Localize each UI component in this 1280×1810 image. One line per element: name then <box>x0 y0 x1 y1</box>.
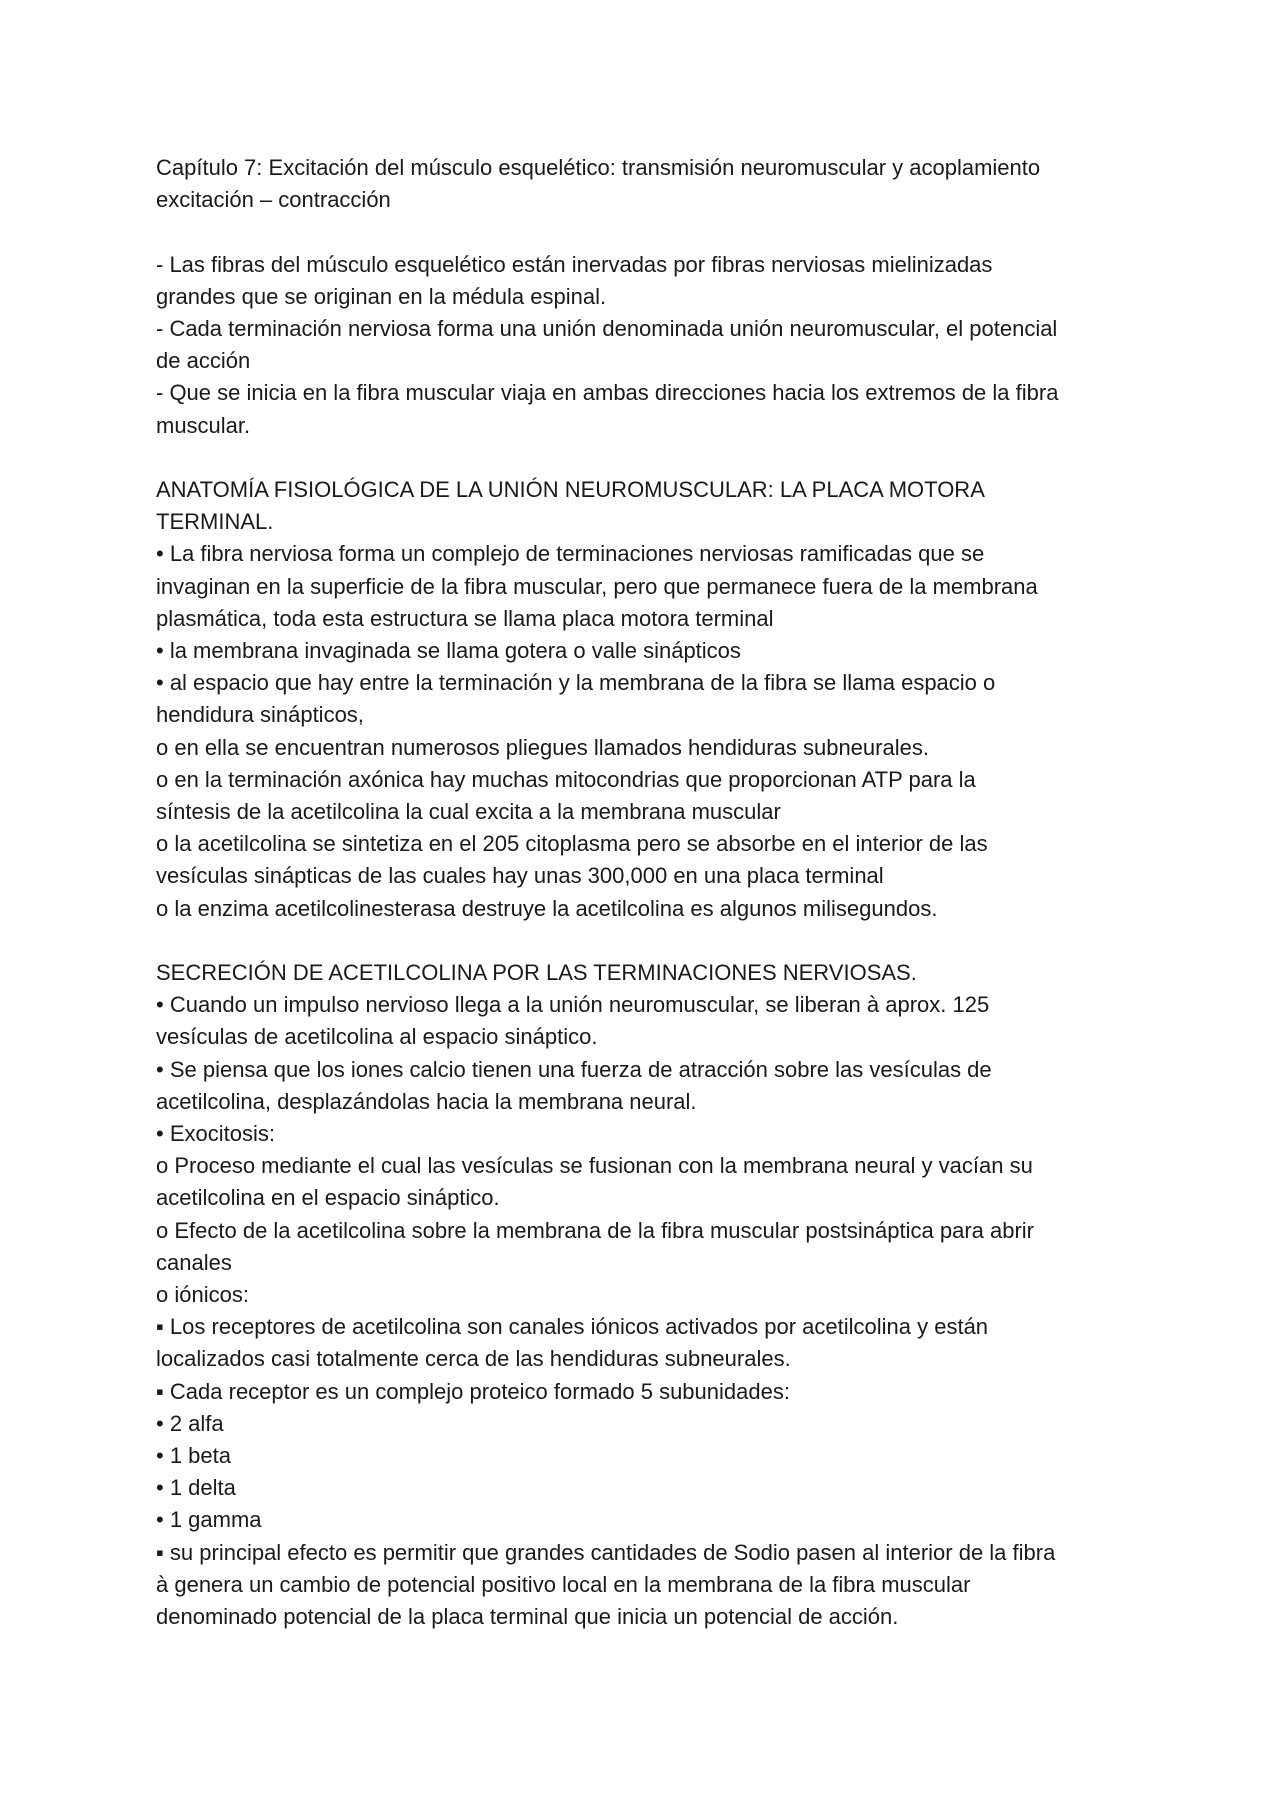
text-line: o Efecto de la acetilcolina sobre la membrana de la fibra muscular postsináptica para abrir <box>156 1217 1035 1243</box>
text-line: • la membrana invaginada se llama gotera o valle sinápticos <box>156 638 741 664</box>
text-line: síntesis de la acetilcolina la cual excita a la membrana muscular <box>156 799 781 825</box>
text-line: ▪ Los receptores de acetilcolina son canales iónicos activados por acetilcolina y están <box>156 1314 989 1340</box>
intro-section <box>156 249 1136 442</box>
text-line: o la enzima acetilcolinesterasa destruye la acetilcolina es algunos milisegundos. <box>156 895 938 921</box>
section-heading: TERMINAL. <box>156 509 274 535</box>
text-line: Capítulo 7: Excitación del músculo esquelético: transmisión neuromuscular y acoplamiento <box>156 155 1041 180</box>
text-line: excitación – contracción <box>156 187 391 213</box>
text-line: de acción <box>156 348 251 374</box>
secretion-section <box>156 957 1136 1633</box>
text-line: vesículas sinápticas de las cuales hay unas 300,000 en una placa terminal <box>156 863 884 889</box>
paragraph-gap <box>156 442 1136 474</box>
text-line: o en la terminación axónica hay muchas mitocondrias que proporcionan ATP para la <box>156 766 976 792</box>
text-line: muscular. <box>156 412 251 438</box>
text-line: grandes que se originan en la médula espinal. <box>156 283 607 309</box>
text-line: o Proceso mediante el cual las vesículas se fusionan con la membrana neural y vacían su <box>156 1153 1033 1179</box>
text-line: denominado potencial de la placa terminal que inicia un potencial de acción. <box>156 1604 899 1630</box>
text-line: acetilcolina, desplazándolas hacia la membrana neural. <box>156 1088 697 1114</box>
text-line: • Exocitosis: <box>156 1121 275 1147</box>
section-heading: SECRECIÓN DE ACETILCOLINA POR LAS TERMINACIONES NERVIOSAS. <box>156 960 917 986</box>
text-line: - Que se inicia en la fibra muscular viaja en ambas direcciones hacia los extremos de la fibra <box>156 380 1059 406</box>
text-line: plasmática, toda esta estructura se llama placa motora terminal <box>156 605 774 631</box>
text-line: • Se piensa que los iones calcio tienen una fuerza de atracción sobre las vesículas de <box>156 1056 992 1082</box>
document-page <box>156 152 1136 1633</box>
text-line: o en ella se encuentran numerosos pliegues llamados hendiduras subneurales. <box>156 734 929 760</box>
section-heading: ANATOMÍA FISIOLÓGICA DE LA UNIÓN NEUROMUSCULAR: LA PLACA MOTORA <box>156 477 985 502</box>
paragraph-gap <box>156 925 1136 957</box>
text-line: localizados casi totalmente cerca de las hendiduras subneurales. <box>156 1346 791 1372</box>
text-line: • 1 delta <box>156 1475 236 1501</box>
text-line: invaginan en la superficie de la fibra muscular, pero que permanece fuera de la membrana <box>156 573 1038 599</box>
anatomy-section <box>156 474 1136 925</box>
text-line: o la acetilcolina se sintetiza en el 205 citoplasma pero se absorbe en el interior de las <box>156 831 988 857</box>
chapter-title <box>156 152 1136 216</box>
text-line: acetilcolina en el espacio sináptico. <box>156 1185 500 1211</box>
text-line: • La fibra nerviosa forma un complejo de terminaciones nerviosas ramificadas que se <box>156 541 985 567</box>
text-line: - Cada terminación nerviosa forma una unión denominada unión neuromuscular, el potencial <box>156 316 1058 341</box>
text-line: ▪ su principal efecto es permitir que grandes cantidades de Sodio pasen al interior de la fibra <box>156 1539 1056 1565</box>
text-line: • 1 gamma <box>156 1507 262 1533</box>
text-line: • 1 beta <box>156 1443 231 1469</box>
text-line: canales <box>156 1249 232 1275</box>
text-line: • 2 alfa <box>156 1410 224 1436</box>
text-line: vesículas de acetilcolina al espacio sináptico. <box>156 1024 598 1050</box>
text-line: • Cuando un impulso nervioso llega a la unión neuromuscular, se liberan à aprox. 125 <box>156 992 990 1018</box>
text-line: o iónicos: <box>156 1282 249 1308</box>
paragraph-gap <box>156 216 1136 248</box>
text-line: à genera un cambio de potencial positivo local en la membrana de la fibra muscular <box>156 1571 971 1597</box>
text-line: - Las fibras del músculo esquelético están inervadas por fibras nerviosas mielinizadas <box>156 251 993 277</box>
text-line: • al espacio que hay entre la terminación y la membrana de la fibra se llama espacio o <box>156 670 996 696</box>
text-line: ▪ Cada receptor es un complejo proteico formado 5 subunidades: <box>156 1378 790 1404</box>
text-line: hendidura sinápticos, <box>156 702 364 728</box>
